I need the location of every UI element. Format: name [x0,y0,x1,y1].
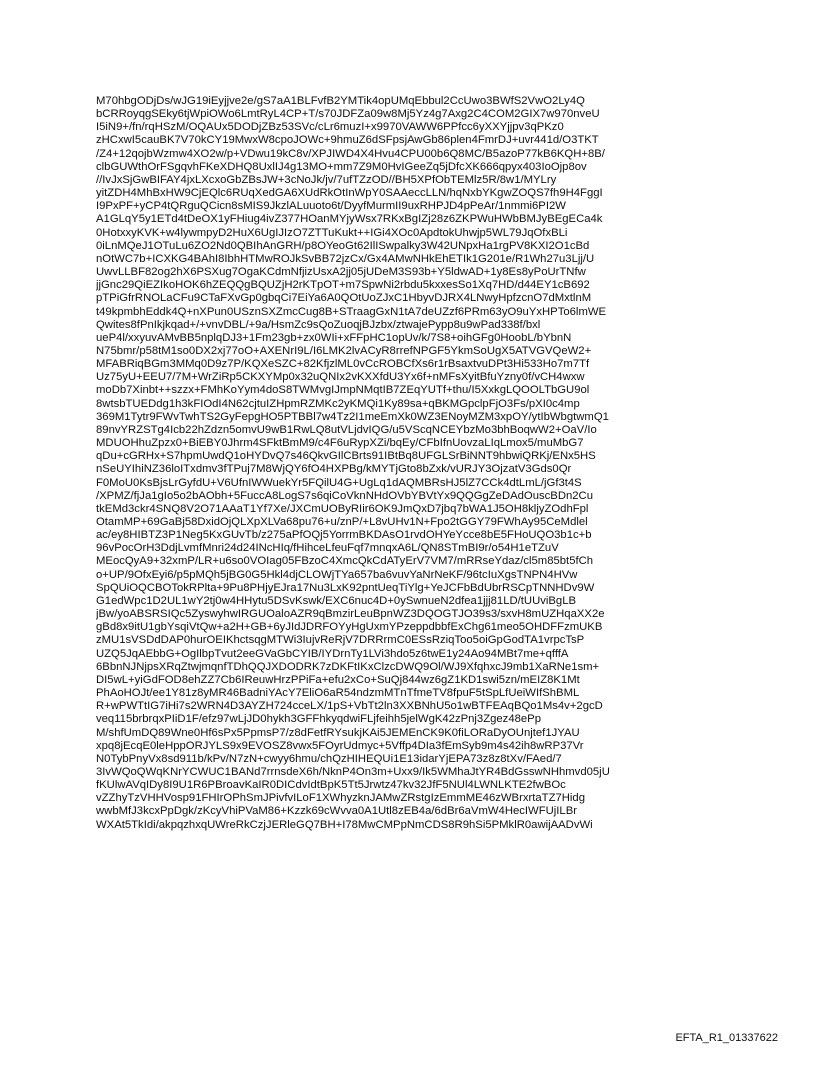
text-line: jjGnc29QiEZIkoHOK6hZEQQgBQUZjH2rKTpOT+m7SpwNi2rbdu5kxxesSo1Xq7HD/d44EY1cB692 [96,279,590,292]
document-id-footer: EFTA_R1_01337622 [675,1032,778,1044]
text-line: I9PxPF+yCP4tQRguQCicn8sMIS9JkzlALuuoto6t/DyyfMurmII9uxRHPJD4pPeAr/1nmmi6PI2W [96,200,566,213]
text-line: A1GLqY5y1ETd4tDeOX1yFHiug4ivZ377HOanMYjyWsx7RKxBgIZj28z6ZKPWuHWbBMJyBEgECa4k [96,213,603,226]
text-line: ac/ey8HIBTZ3P1Neg5KxGUvTb/z275aPfOQj5YorrmBKDAsO1rvdOHYeYcce8bE5FHoUQO3b1c+b [96,529,592,542]
text-line: I5iN9+/fn/rqHSzM/OQAUx5DODjZBz53SVc/cLr6muzI+x9970VAWW6PPfcc6yXXYjjpv3qPKz0 [96,121,564,134]
text-line: WXAt5TkIdi/akpqzhxqUWreRkCzjJERleGQ7BH+I78MwCMPpNmCDS8R9hSi5PMklR0awijAADvWi [96,818,593,831]
text-line: R+wPWTtIG7iHi7s2WRN4D3AYZH724cceLX/1pS+VbTt2ln3XXBNhU5o1wBTFEAqBQo1Ms4v+2gcD [96,700,603,713]
text-line: 0iLnMQeJ1OTuLu6ZO2Nd0QBIhAnGRH/p8OYeoGt62IlISwpalky3W42UNpxHa1rgPV8KXI2O1cBd [96,239,590,252]
text-line: bCRRoyqgSEky6tjWpiOWo6LmtRyL4CP+T/s70JDFZa09w8Mj5Yz4g7Axg2C4COM2GIX7w970nveU [96,108,600,121]
text-line: gBd8x9itU1gbYsqiVtQw+a2H+GB+6yJIdJDRFOYyHgUxmYPzeppdbbfExChg61meo5OHDFFzmUKB [96,621,603,634]
text-line: MFABRiqBGm3MMq0D9z7P/KQXeSZC+82KfjzlML0vCcROBCfXs6r1rBsaxtvuDPt3Hi533Ho7m7Tf [96,358,590,371]
text-line: wwbMfJ3kcxPpDgk/zKcyVhiPVaM86+Kzzk69cWvva0A1Utl8zEB4a/6dBr6aVmW4HecIWFUjILBr [96,805,578,818]
text-line: nSeUYIhiNZ36loITxdmv3fTPuj7M8WjQY6fO4HXPBg/kMYTjGto8bZxk/vURJY3OjzatV3Gds0Qr [96,463,572,476]
text-line: qDu+cGRHx+S7hpmUwdQ1oHYDvQ7s46QkvGIlCBrts91IBtBq8UFGLSrBiNNT9hbwiQRKj/ENx5HS [96,450,596,463]
text-line: F0MoU0KsBjsLrGyfdU+V6UfnIWWuekYr5FQilU4G+UgLq1dAQMBRsHJ5lZ7CCk4dtLmL/jGf3t4S [96,476,582,489]
text-line: UZQ5JqAEbbG+OgIlbpTvut2eeGVaGbCYIB/IYDrnTy1LVi3hdo5z6twE1y24Ao94MBt7me+qfffA [96,647,569,660]
text-line: veq115brbrqxPIiD1F/efz97wLjJD0hykh3GFFhkyqdwiFLjfeihh5jelWgK42zPnj3Zgez48ePp [96,713,541,726]
text-line: jBw/yoABSRSIQc5ZyswyhwIRGUOaloAZR9qBmzirLeuBpnWZ3DQOGTJO39s3/sxvH8mUZHqaXX2e [96,608,605,621]
text-line: nOtWC7b+ICXKG4BAhI8IbhHTMwROJkSvBB72jzCx/Gx4AMwNHkEhETIk1G201e/R1Wh27u3Ljj/U [96,252,595,265]
text-line: zHCxwI5cauBK7V70kCY19MwxW8cpoJOWc+9hmuZ6dSFpsjAwGb86plen4FmrDJ+uvr441d/O3TKT [96,134,599,147]
text-line: t49kpmbhEddk4Q+nXPun0USznSXZmcCug8B+STraagGxN1tA7deUZzf6PRm63yO9uYxHPTo6lmWE [96,305,607,318]
text-line: MEocQyA9+32xmP/LR+u6so0VOIag05FBzoC4XmcQkCdATyErV7VM7/mRRseYdaz/cl5m85bt5fCh [96,555,594,568]
text-line: pTPiGfrRNOLaCFu9CTaFXvGp0gbqCi7EiYa6A0QOtUoZJxC1HbyvDJRX4LNwyHpfzcnO7dMxtlnM [96,292,592,305]
encoded-text-block [96,95,736,832]
text-line: PhAoHOJt/ee1Y81z8yMR46BadniYAcY7EliO6aR54ndzmMTnTfmeTV8fpuF5tSpLfUeiWIfShBML [96,687,580,700]
text-line: SpQUiOQCBOTokRPlta+9Pu8PHjyEJra17Nu3LxK92pntUeqTiYlg+YeJCFbBdUbrRSCpTNNHDv9W [96,581,595,594]
text-line: vZZhyTzVHHVosp91FHIrOPhSmJPivfvILoF1XWhyzknJAMwZRstgIzEmmME46zWBrxrtaTZ7Hidg [96,792,585,805]
text-line: M70hbgODjDs/wJG19iEyjjve2e/gS7aA1BLFvfB2YMTik4opUMqEbbul2CcUwo3BWfS2VwO2Ly4Q [96,95,585,107]
text-line: tkEMd3ckr4SNQ8V2O71AAaT1Yf7Xe/JXCmUOByRIir6OK9JmQxD7jbq7bWA1J5OH8kljyZOdhFpl [96,502,589,515]
text-line: UwvLLBF82og2hX6PSXug7OgaKCdmNfjizUsxA2jj05jUDeM3S93b+Y5ldwAD+1y8Es8yPoUrTNfw [96,266,586,279]
text-line: moDb7Xinbt++szzx+FMhKoYym4doS8TWMvgIJmpNMqtIB7ZEqYUTf+thu/I5XxkgLQOOLTbGU9ol [96,384,590,397]
text-line: 8wtsbTUEDdg1h3kFIOdI4N62cjtuIZHpmRZMKc2yKMQi1Ky89sa+qBKMGpclpFjO3Fs/pXI0c4mp [96,397,580,410]
text-line: 369M1Tytr9FWvTwhTS2GyFepgHO5PTBBl7w4Tz2I1meEmXk0WZ3ENoyMZM3xpOY/ytIbWbgtwmQ1 [96,410,609,423]
text-line: fKUlwAVqIDy8I9U1R6PBroavKaIR0DICdvIdtBpK5Tt5Jrwtz47kv32JfF5NUl4LWNLKTE2fwBOc [96,779,566,792]
text-line: Qwites8fPnIkjkqad+/+vnvDBL/+9a/HsmZc9sQoZuoqjBJzbx/ztwajePypp8u9wPad338f/bxl [96,318,541,331]
text-line: 96vPocOrH3DdjLvmfMnri24d24INcHIq/fHihceLfeuFqf7mnqxA6L/QN8STmBI9r/o54H1eTZuV [96,542,559,555]
text-line: 89nvYRZSTg4Icb22hZdzn5omvU9wB1RwLQ8utVLjdvIQG/u5VScqNCEYbzMo3bhBoqwW2+OaV/Io [96,423,597,436]
text-line: 0HotxxyKVK+w4lywmpyD2HuX6UgIJIzO7ZTTuKukt++IGi4XOc0ApdtokUhwjp5WL79JqOfxBLi [96,226,568,239]
text-line: ueP4l/xxyuvAMvBB5nplqDJ3+1Fm23gb+zx0WIi+xFFpHC1opUv/k/7S8+oihGFg0HoobL/bYbnN [96,331,572,344]
text-line: N0TybPnyVx8sd911b/kPv/N7zN+cwyy6hmu/chQzHIHEQUi1E13idarYjEPA73z8z8tXv/FAed/7 [96,752,562,765]
text-line: MDUOHhuZpzx0+BiEBY0Jhrm4SFktBmM9/c4F6uRypXZi/bqEy/CFbIfnUovzaLIqLmox5/muMbG7 [96,437,584,450]
text-line: G1edWpc1D2UL1wY2tj0w4HHytu5DSvKswk/EXC6nuc4D+0ySwnueN2dfea1jjj81LD/tUUviBgLB [96,594,577,607]
text-line: N75bmr/p58tM1so0DX2xj77oO+AXENrI9L/I6LMK2lvACyR8rrefNPGF5YkmSoUgX5ATVGVQeW2+ [96,344,592,357]
text-line: Uz75yU+EEU7/7M+WrZiRp5CKXYMp0x32uQNIx2vKXXfdU3Yx6f+nMFsXyitBfuYzny0f/vCH4wxw [96,371,585,384]
text-line: 3IvWQoQWqKNrYCWUC1BANd7rrnsdeX6h/NknP4On3m+Uxx9/Ik5WMhaJtYR4BdGsswNHhmvd05jU [96,765,610,778]
text-line: M/shfUmDQ89Wne0Hf6sPx5PpmsP7/z8dFetfRYsukjKAi5JEMEnCK9K0fiLORaDyOUnjtef1JYAU [96,726,580,739]
text-line: yitZDH4MhBxHW9CjEQlc6RUqXedGA6XUdRkOtInWpY0SAAeccLLN/hqNxbYKgwZOQS7fh9H4FggI [96,187,603,200]
text-line: o+UP/9OfxEyi6/p5pMQh5jBG0G5Hkl4djCLOWjTYa657ba6vuvYaNrNeKF/96tcIuXgsTNPN4HVw [96,568,578,581]
text-line: OtamMP+69GaBj58DxidOjQLXpXLVa68pu76+u/znP/+L8vUHv1N+Fpo2tGGY79FWhAy95CeMdlel [96,516,588,528]
text-line: /Z4+12qojbWzmw4XO2w/p+VDwu19kC8v/XPJIWD4X4Hvu4CPU00b6Q8MC/B5azoP77kB6KQH+8B/ [96,147,605,160]
text-line: zMU1sVSDdDAP0hurOEIKhctsqgMTWi3IujvReRjV7DRRrmC0ESsRziqToo5oiGpGodTA1vrpcTsP [96,634,585,647]
text-line: DI5wL+yiGdFOD8ehZZ7Cb6IReuwHrzPPiFa+efu2xCo+SuQj844wz6gZ1KD1swi5zn/mEIZ8K1Mt [96,673,580,686]
text-line: xpq8jEcqE0leHppORJYLS9x9EVOSZ8vwx5FOyrUdmyc+5Vffp4DIa3fEmSyb9m4s42ih8wRP37Vr [96,739,584,752]
text-line: clbGUWthOrFSgqvhFKeXDHQ8UxlIJ4g13MO+mm7Z9M0HvIGeeZq5jDfcXK666qpyx403IoOjp8ov [96,160,587,173]
text-line: //IvJxSjGwBIFAY4jxLXcxoGbZBsJW+3cNoJk/jv/7ufTZzOD//BH5XPfObTEMlz5R/8w1/MYLry [96,173,557,186]
text-line: /XPMZ/fjJa1gIo5o2bAObh+5FuccA8LogS7s6qiCoVknNHdOVbYBVtYx9QQGgZeDAdOuscBDn2Cu [96,489,594,502]
text-line: 6BbnNJNjpsXRqZtwjmqnfTDhQQJXDODRK7zDKFtIKxClzcDWQ9Ol/WJ9XfqhxcJ9mb1XaRNe1sm+ [96,660,600,673]
